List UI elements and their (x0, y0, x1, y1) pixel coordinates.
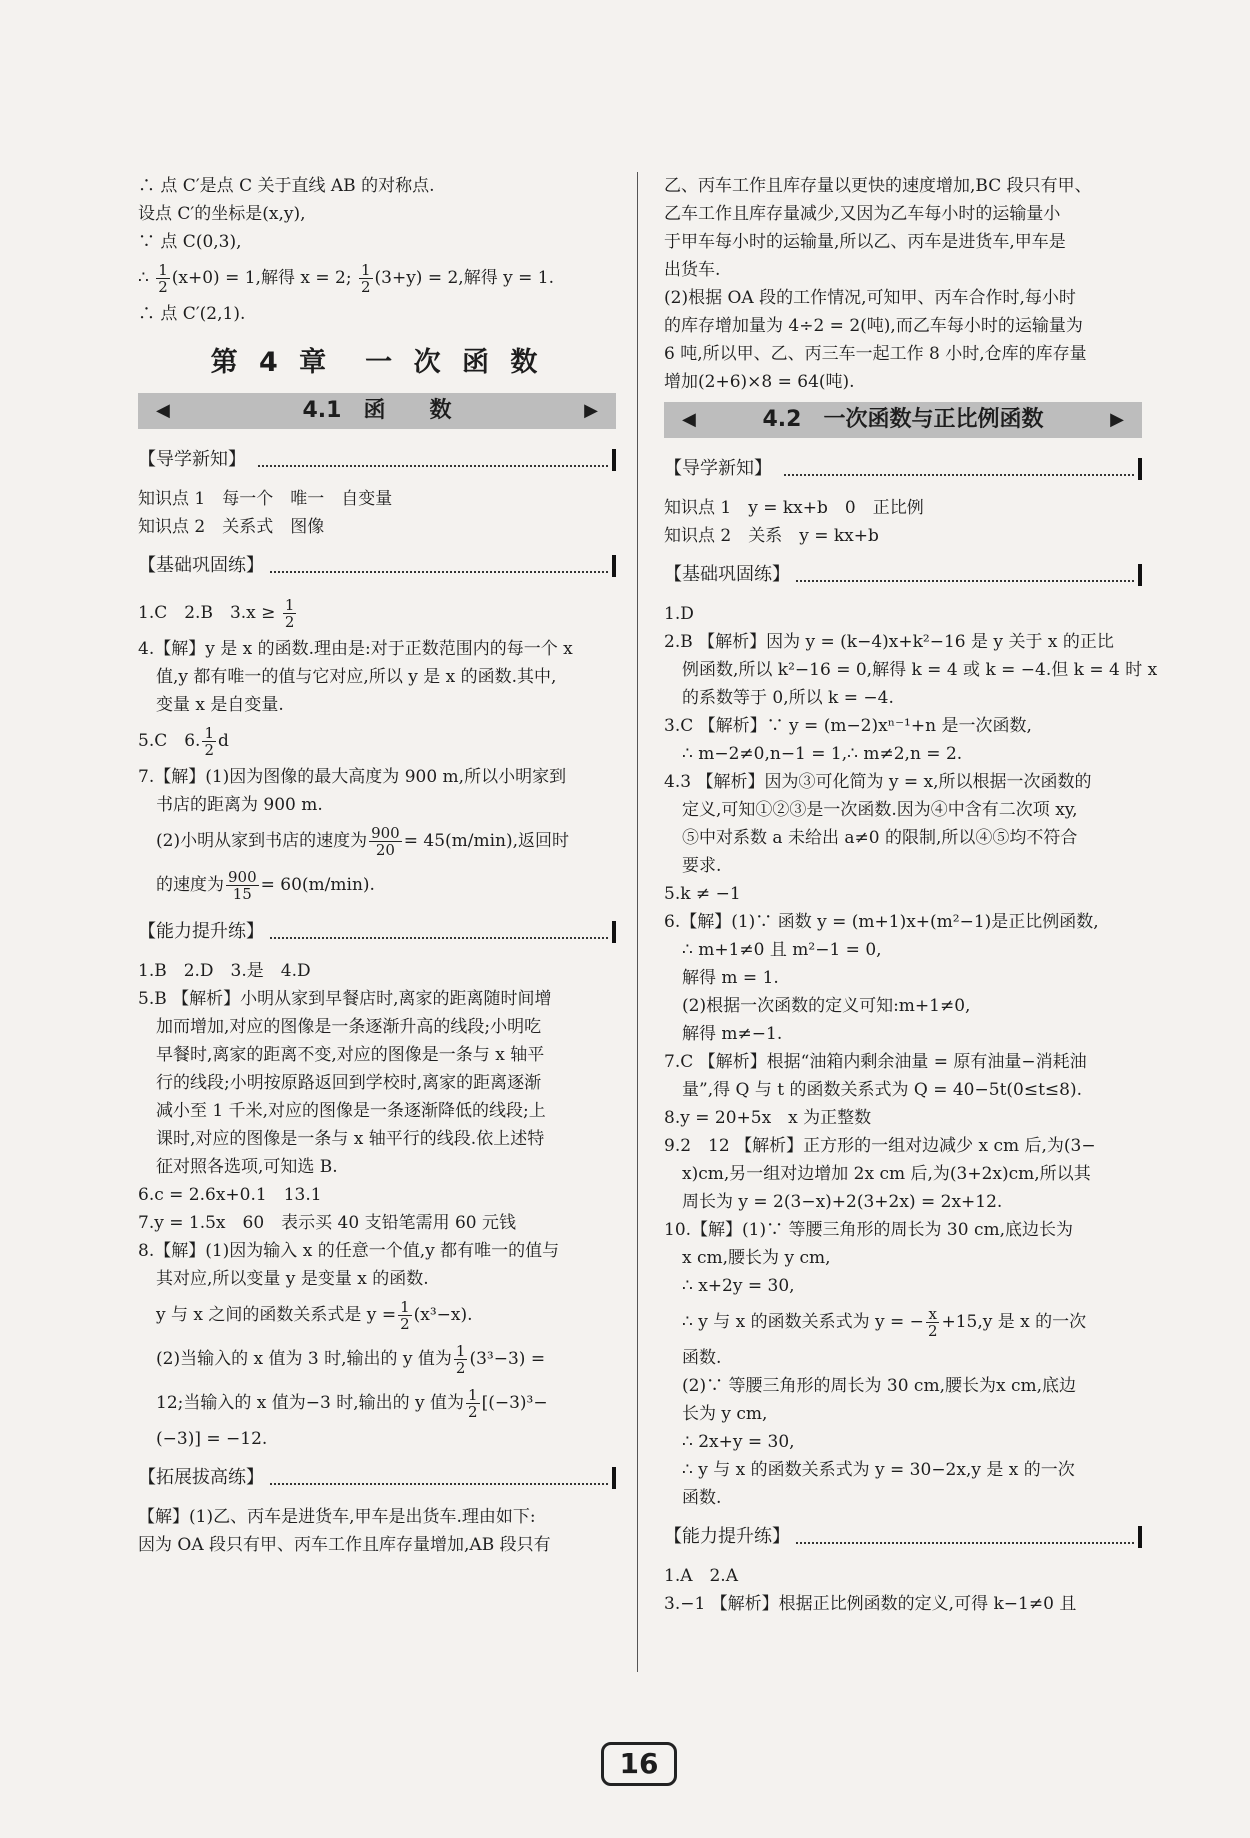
answer-line: ∴ y 与 x 的函数关系式为 y = 30−2x,y 是 x 的一次 (682, 1460, 1075, 1480)
heading-end-bar (1138, 458, 1142, 480)
text-line: ∴ 点 C′是点 C 关于直线 AB 的对称点. (138, 176, 435, 196)
left-column (138, 172, 616, 1559)
knowledge-line: 知识点 1 y = kx+b 0 正比例 (664, 498, 924, 518)
section-bar-4-2 (664, 402, 1142, 438)
answer-line: 征对照各选项,可知选 B. (156, 1157, 338, 1177)
text-line: 6 吨,所以甲、乙、丙三车一起工作 8 小时,仓库的库存量 (664, 344, 1087, 364)
answer-line: 其对应,所以变量 y 是变量 x 的函数. (156, 1269, 429, 1289)
answer-line: 的系数等于 0,所以 k = −4. (682, 688, 894, 708)
frac-num: x (926, 1306, 940, 1323)
answer-line: 解得 m = 1. (682, 968, 779, 988)
heading-guide (664, 454, 1142, 484)
dotted-rule (258, 1483, 608, 1485)
right-column (664, 172, 1158, 1618)
answer-line: 7.C 【解析】根据“油箱内剩余油量 = 原有油量−消耗油 (664, 1052, 1087, 1072)
answer-line: 3.−1 【解析】根据正比例函数的定义,可得 k−1≠0 且 (664, 1594, 1077, 1614)
answer-line: x cm,腰长为 y cm, (682, 1248, 831, 1268)
answer-line: (2)根据一次函数的定义可知:m+1≠0, (682, 996, 971, 1016)
text-part: = 60(m/min). (260, 875, 375, 895)
answer-line (138, 863, 616, 907)
answer-line: 8.y = 20+5x x 为正整数 (664, 1108, 872, 1128)
triangle-right-icon: ▶ (1110, 409, 1124, 430)
fraction (369, 825, 402, 858)
answer-line: 【解】(1)乙、丙车是进货车,甲车是出货车.理由如下: (138, 1507, 536, 1527)
fraction (283, 597, 297, 630)
answer-line: 加而增加,对应的图像是一条逐渐升高的线段;小明吃 (156, 1017, 542, 1037)
answer-line: 10.【解】(1)∵ 等腰三角形的周长为 30 cm,底边长为 (664, 1220, 1074, 1240)
frac-den: 2 (927, 1322, 938, 1340)
triangle-left-icon: ◀ (156, 400, 170, 421)
fraction (156, 262, 170, 295)
answer-line: 值,y 都有唯一的值与它对应,所以 y 是 x 的函数.其中, (156, 667, 557, 687)
dotted-rule (784, 474, 1134, 476)
text-part: 5.C 6. (138, 731, 201, 751)
answer-line (138, 819, 616, 863)
knowledge-line: 知识点 2 关系式 图像 (138, 517, 325, 537)
fraction (926, 1306, 940, 1339)
answer-line: 长为 y cm, (682, 1404, 768, 1424)
heading-end-bar (612, 449, 616, 471)
answer-line: 9.2 12 【解析】正方形的一组对边减少 x cm 后,为(3− (664, 1136, 1096, 1156)
answer-line: 4.【解】y 是 x 的函数.理由是:对于正数范围内的每一个 x (138, 639, 573, 659)
text-line: 乙、丙车工作且库存量以更快的速度增加,BC 段只有甲、 (664, 176, 1092, 196)
answer-line: 例函数,所以 k²−16 = 0,解得 k = 4 或 k = −4.但 k = 4 时 x (682, 660, 1158, 680)
answer-line: 5.k ≠ −1 (664, 884, 741, 904)
answer-line: (2)∵ 等腰三角形的周长为 30 cm,腰长为x cm,底边 (682, 1376, 1077, 1396)
answer-line: ∴ m−2≠0,n−1 = 1,∴ m≠2,n = 2. (682, 744, 963, 764)
dotted-rule (784, 580, 1134, 582)
answer-line: ⑤中对系数 a 未给出 a≠0 的限制,所以④⑤均不符合 (682, 828, 1078, 848)
heading-end-bar (612, 1467, 616, 1489)
frac-num: 1 (455, 1342, 466, 1360)
answer-line (138, 719, 616, 763)
text-part: (2)小明从家到书店的速度为 (156, 831, 368, 851)
column-divider (637, 172, 638, 1672)
answer-line: 课时,对应的图像是一条与 x 轴平行的线段.依上述特 (156, 1129, 545, 1149)
section-title: 4.1 函 数 (302, 398, 452, 423)
frac-num: 1 (468, 1386, 478, 1404)
fraction (226, 869, 259, 902)
frac-den: 15 (232, 885, 252, 903)
therefore-symbol: ∴ (138, 268, 149, 288)
fraction (454, 1343, 468, 1376)
triangle-left-icon: ◀ (682, 409, 696, 430)
text-part: (3³−3) = (469, 1349, 546, 1369)
answer-line: ∴ m+1≠0 且 m²−1 = 0, (682, 940, 882, 960)
text-line: (2)根据 OA 段的工作情况,可知甲、丙车合作时,每小时 (664, 288, 1076, 308)
frac-den: 20 (375, 841, 395, 859)
heading-ability (138, 917, 616, 947)
answer-line: 4.3 【解析】因为③可化简为 y = x,所以根据一次函数的 (664, 772, 1092, 792)
section-bar-4-1 (138, 393, 616, 429)
heading-label: 【基础巩固练】 (138, 555, 268, 576)
heading-label: 【能力提升练】 (138, 921, 268, 942)
chapter-title: 第 4 章 一 次 函 数 (210, 347, 544, 378)
frac-num: 1 (400, 1298, 410, 1316)
frac-num: 1 (284, 596, 295, 614)
answer-line: 要求. (682, 856, 722, 876)
answer-line: 减小至 1 千米,对应的图像是一条逐渐降低的线段;上 (156, 1101, 546, 1121)
answer-line: 1.A 2.A (664, 1566, 738, 1586)
heading-label: 【导学新知】 (664, 458, 776, 479)
text-part: +15,y 是 x 的一次 (941, 1312, 1087, 1332)
text-part: (3+y) = 2,解得 y = 1. (374, 268, 554, 288)
frac-den: 2 (468, 1403, 478, 1421)
text-part: (x³−x). (413, 1305, 473, 1325)
knowledge-line: 知识点 1 每一个 唯一 自变量 (138, 489, 393, 509)
frac-den: 2 (360, 278, 371, 296)
fraction (466, 1387, 480, 1420)
answer-line (138, 591, 616, 635)
fraction (359, 262, 373, 295)
frac-den: 2 (204, 741, 214, 759)
text-line: 增加(2+6)×8 = 64(吨). (664, 372, 855, 392)
answer-line (138, 1293, 616, 1337)
answer-line (138, 1381, 616, 1425)
text-part: [(−3)³− (481, 1393, 548, 1413)
text-part: y 与 x 之间的函数关系式是 y = (156, 1305, 397, 1325)
answer-line: 量”,得 Q 与 t 的函数关系式为 Q = 40−5t(0≤t≤8). (682, 1080, 1083, 1100)
heading-end-bar (1138, 1526, 1142, 1548)
heading-basic (138, 551, 616, 581)
heading-label: 【能力提升练】 (664, 1526, 794, 1547)
knowledge-line: 知识点 2 关系 y = kx+b (664, 526, 879, 546)
answer-line: (−3)] = −12. (156, 1429, 268, 1449)
answer-line: 1.B 2.D 3.是 4.D (138, 961, 311, 981)
frac-num: 1 (360, 261, 371, 279)
frac-den: 2 (455, 1359, 466, 1377)
fraction (202, 725, 216, 758)
text-line: 设点 C′的坐标是(x,y), (138, 204, 306, 224)
heading-end-bar (1138, 564, 1142, 586)
answer-line: 7.【解】(1)因为图像的最大高度为 900 m,所以小明家到 (138, 767, 567, 787)
frac-den: 2 (284, 613, 295, 631)
answer-line: 6.【解】(1)∵ 函数 y = (m+1)x+(m²−1)是正比例函数, (664, 912, 1099, 932)
answer-line: 解得 m≠−1. (682, 1024, 783, 1044)
heading-guide (138, 445, 616, 475)
answer-line: 行的线段;小明按原路返回到学校时,离家的距离逐渐 (156, 1073, 542, 1093)
frac-den: 2 (400, 1315, 410, 1333)
answer-line: 2.B 【解析】因为 y = (k−4)x+k²−16 是 y 关于 x 的正比 (664, 632, 1114, 652)
fraction (398, 1299, 412, 1332)
text-line: 于甲车每小时的运输量,所以乙、丙车是进货车,甲车是 (664, 232, 1066, 252)
answer-line (664, 1300, 1142, 1344)
dotted-rule (258, 571, 608, 573)
dotted-rule (258, 465, 608, 467)
page-number: 16 (601, 1742, 677, 1786)
solve-line (138, 256, 616, 300)
triangle-right-icon: ▶ (584, 400, 598, 421)
text-part: (2)当输入的 x 值为 3 时,输出的 y 值为 (156, 1349, 452, 1369)
text-part: ∴ y 与 x 的函数关系式为 y = − (682, 1312, 924, 1332)
answer-line: 书店的距离为 900 m. (156, 795, 323, 815)
answer-line: x)cm,另一组对边增加 2x cm 后,为(3+2x)cm,所以其 (682, 1164, 1091, 1184)
answer-line: 定义,可知①②③是一次函数.因为④中含有二次项 xy, (682, 800, 1078, 820)
heading-end-bar (612, 555, 616, 577)
answer-line: 5.B 【解析】小明从家到早餐店时,离家的距离随时间增 (138, 989, 552, 1009)
text-part: d (218, 731, 229, 751)
heading-ability (664, 1522, 1142, 1552)
dotted-rule (784, 1542, 1134, 1544)
heading-end-bar (612, 921, 616, 943)
text-line: 的库存增加量为 4÷2 = 2(吨),而乙车每小时的运输量为 (664, 316, 1083, 336)
answer-line: ∴ 2x+y = 30, (682, 1432, 795, 1452)
text-line: ∵ 点 C(0,3), (138, 232, 242, 252)
text-line: 出货车. (664, 260, 721, 280)
text-part: 1.C 2.B 3.x ≥ (138, 603, 276, 623)
answer-line: 1.D (664, 604, 694, 624)
answer-line: 因为 OA 段只有甲、丙车工作且库存量增加,AB 段只有 (138, 1535, 551, 1555)
section-title: 4.2 一次函数与正比例函数 (762, 407, 1044, 432)
text-line: 乙车工作且库存量减少,又因为乙车每小时的运输量小 (664, 204, 1061, 224)
frac-num: 1 (158, 261, 168, 279)
text-part: 的速度为 (156, 875, 224, 895)
dotted-rule (258, 937, 608, 939)
answer-line: 3.C 【解析】∵ y = (m−2)xⁿ⁻¹+n 是一次函数, (664, 716, 1032, 736)
frac-num: 900 (228, 868, 257, 886)
answer-line: 函数. (682, 1348, 722, 1368)
text-part: = 45(m/min),返回时 (403, 831, 570, 851)
frac-num: 900 (371, 824, 400, 842)
answer-line: 函数. (682, 1488, 722, 1508)
answer-line: 7.y = 1.5x 60 表示买 40 支铅笔需用 60 元钱 (138, 1213, 517, 1233)
answer-line: 早餐时,离家的距离不变,对应的图像是一条与 x 轴平 (156, 1045, 545, 1065)
answer-line (138, 1337, 616, 1381)
answer-line: 变量 x 是自变量. (156, 695, 284, 715)
frac-den: 2 (158, 278, 168, 296)
frac-num: 1 (204, 724, 214, 742)
text-line: ∴ 点 C′(2,1). (138, 304, 246, 324)
text-part: 12;当输入的 x 值为−3 时,输出的 y 值为 (156, 1393, 465, 1413)
heading-basic (664, 560, 1142, 590)
text-part: (x+0) = 1,解得 x = 2; (171, 268, 352, 288)
answer-line: 周长为 y = 2(3−x)+2(3+2x) = 2x+12. (682, 1192, 1003, 1212)
heading-label: 【导学新知】 (138, 449, 250, 470)
answer-line: 8.【解】(1)因为输入 x 的任意一个值,y 都有唯一的值与 (138, 1241, 560, 1261)
heading-extend (138, 1463, 616, 1493)
heading-label: 【基础巩固练】 (664, 564, 794, 585)
heading-label: 【拓展拔高练】 (138, 1467, 268, 1488)
answer-line: 6.c = 2.6x+0.1 13.1 (138, 1185, 322, 1205)
answer-line: ∴ x+2y = 30, (682, 1276, 795, 1296)
